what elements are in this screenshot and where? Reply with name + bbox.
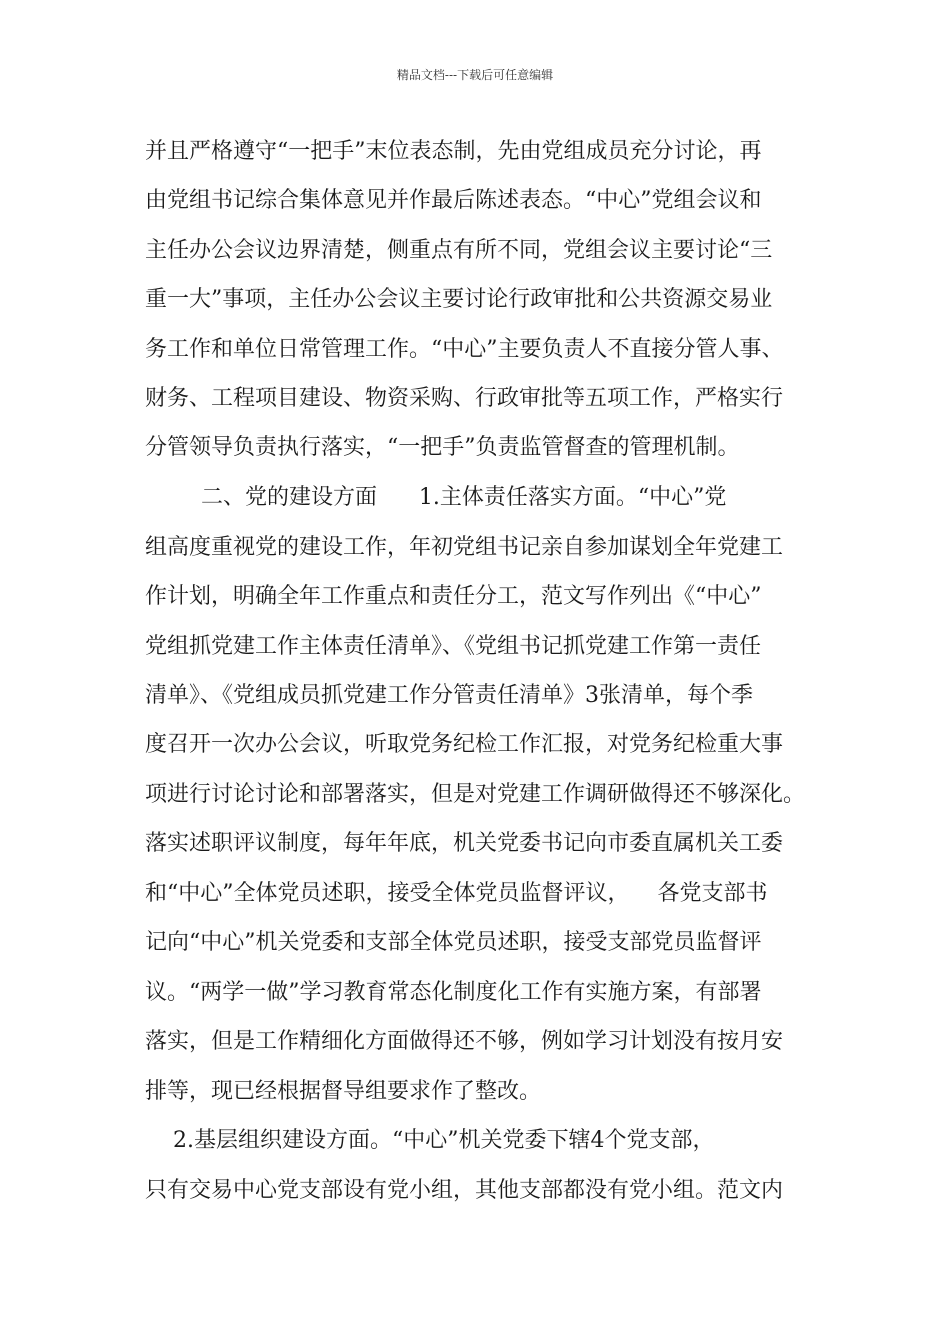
text-line: 落实，但是工作精细化方面做得还不够，例如学习计划没有按月安 xyxy=(145,1029,784,1054)
text-line: 党组抓党建工作主体责任清单》、《党组书记抓党建工作第一责任 xyxy=(145,634,762,659)
text-line: 组高度重视党的建设工作，年初党组书记亲自参加谋划全年党建工 xyxy=(145,535,784,560)
text-line: 2.基层组织建设方面。“中心”机关党委下辖4个党支部， xyxy=(145,1128,715,1153)
text-line: 落实述职评议制度，每年年底，机关党委书记向市委直属机关工委 xyxy=(145,831,784,856)
text-line: 排等，现已经根据督导组要求作了整改。 xyxy=(145,1079,542,1104)
text-line: 记向“中心”机关党委和支部全体党员述职，接受支部党员监督评 xyxy=(145,930,762,955)
text-line: 财务、工程项目建设、物资采购、行政审批等五项工作，严格实行 xyxy=(145,386,784,411)
text-line: 和“中心”全体党员述职，接受全体党员监督评议， 各党支部书 xyxy=(145,881,768,906)
text-line: 由党组书记综合集体意见并作最后陈述表态。“中心”党组会议和 xyxy=(145,188,762,213)
text-line: 分管领导负责执行落实，“一把手”负责监管督查的管理机制。 xyxy=(145,435,740,460)
text-line: 度召开一次办公会议，听取党务纪检工作汇报，对党务纪检重大事 xyxy=(145,732,784,757)
page-header: 精品文档---下载后可任意编辑 xyxy=(396,68,554,82)
text-line: 务工作和单位日常管理工作。“中心”主要负责人不直接分管人事、 xyxy=(145,337,784,362)
text-line: 并且严格遵守“一把手”末位表态制，先由党组成员充分讨论，再 xyxy=(145,139,762,164)
text-line: 议。“两学一做”学习教育常态化制度化工作有实施方案，有部署 xyxy=(145,980,762,1005)
text-line: 清单》、《党组成员抓党建工作分管责任清单》3张清单，每个季 xyxy=(145,683,753,708)
text-line: 只有交易中心党支部设有党小组，其他支部都没有党小组。范文内 xyxy=(145,1178,784,1203)
text-line: 作计划，明确全年工作重点和责任分工，范文写作列出《“中心” xyxy=(145,584,762,609)
text-line: 项进行讨论讨论和部署落实，但是对党建工作调研做得还不够深化。 xyxy=(145,782,806,807)
text-line: 重一大”事项，主任办公会议主要讨论行政审批和公共资源交易业 xyxy=(145,287,773,312)
text-line: 二、党的建设方面 1.主体责任落实方面。“中心”党 xyxy=(145,485,727,510)
text-line: 主任办公会议边界清楚，侧重点有所不同，党组会议主要讨论“三 xyxy=(145,238,773,263)
